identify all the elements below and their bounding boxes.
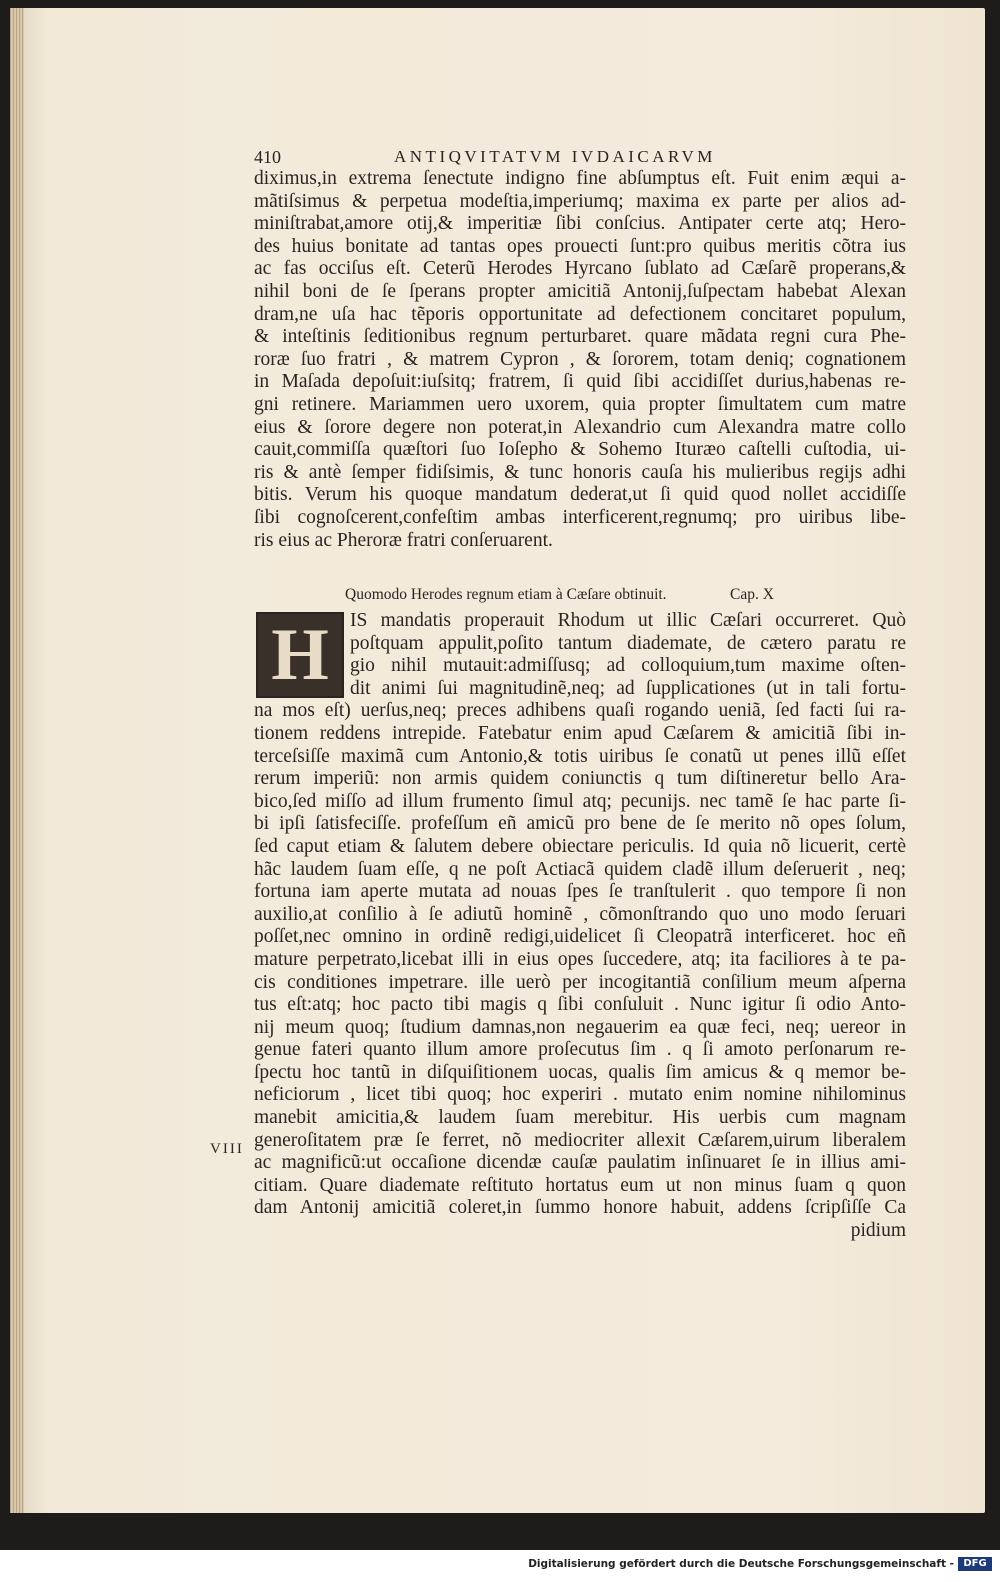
text-line: nihil boni de ſe ſperans propter amicitiã Antonij,ſuſpectam habebat Alexan	[254, 280, 906, 302]
drop-cap-letter: H	[271, 613, 329, 696]
running-title: ANTIQVITATVM IVDAICARVM	[394, 147, 716, 166]
text-line: cis conditiones impetrare. ille uerò per incogitantiã conſilium meum aſperna	[254, 971, 906, 993]
text-line: rerum imperiũ: non armis quidem coniunctis q tum diſtineretur bello Ara-	[254, 768, 906, 790]
footer-credit: Digitalisierung gefördert durch die Deutsche Forschungsgemeinschaft -	[528, 1558, 954, 1570]
text-line: bitis. Verum his quoque mandatum dederat,ut ſi quid quod nollet accidiſſe	[254, 484, 906, 506]
text-line: miniſtrabat,amore otij,& imperitiæ ſibi conſcius. Antipater certe atq; Hero-	[254, 213, 906, 235]
text-line: cauit,commiſſa quæſtori ſuo Ioſepho & Sohemo Ituræo caſtelli cuſtodia, ui-	[254, 439, 906, 461]
text-line: eius & ſorore degere non poterat,in Alexandrio cum Alexandra matre collo	[254, 416, 906, 438]
text-line: ris & antè ſemper fidiſsimis, & tunc honoris cauſa his mulieribus regijs adhi	[254, 461, 906, 483]
page-number: 410	[254, 147, 281, 167]
paragraph-1	[254, 168, 906, 552]
text-line: gio nihil mutauit:admiſſusq; ad colloquium,tum maxime oſten-	[350, 655, 906, 677]
footer-bar	[0, 1550, 1000, 1582]
text-line: ſpectu hoc tantũ in diſquiſitionem uocas, qualis ſim amicus & q memor be-	[254, 1061, 906, 1083]
text-line: & inteſtinis ſeditionibus regnum perturbaret. quare mãdata regni cura Phe-	[254, 326, 906, 348]
text-line: gni retinere. Mariammen uero uxorem, quia propter ſimultatem cum matre	[254, 393, 906, 415]
text-line: ris eius ac Pheroræ fratri conſeruarent.	[254, 529, 553, 551]
text-line: poſſet,nec omnino in ordinẽ redigi,uidelicet ſi Cleopatrã interficeret. hoc eñ	[254, 926, 906, 948]
text-line: manebit amicitia,& laudem ſuam merebitur. His uerbis cum magnam	[254, 1107, 906, 1129]
text-line: hãc laudem ſuam eſſe, q ne poſt Actiacã quidem cladẽ illum deſeruerit , neq;	[254, 858, 906, 880]
text-line: bi ipſi ſatisfeciſſe. profeſſum eñ amicũ pro bene de ſe merito nõ opes ſolum,	[254, 813, 906, 835]
text-line: IS mandatis properauit Rhodum ut illic Cæſari occurreret. Quò	[350, 610, 906, 631]
catchword: pidium	[850, 1220, 906, 1242]
text-line: dram,ne uſa hac tẽporis opportunitate ad defectionem concitaret populum,	[254, 303, 906, 325]
text-line: ſed caput etiam & ſalutem debere obiectare periculis. Id quia nõ licuerit, certè	[254, 835, 906, 857]
text-line: auxilio,at conſilio à ſe adiutũ hominẽ , cõmonſtrando quo uno modo ſeruari	[254, 903, 906, 925]
dfg-logo: DFG	[958, 1557, 992, 1571]
text-line: tus eſt:atq; hoc pacto tibi magis q ſibi conſuluit . Nunc igitur ſi odio Anto-	[254, 994, 906, 1016]
chapter-heading	[345, 586, 815, 604]
text-line: ac fas occiſus eſt. Ceterũ Herodes Hyrcano ſublato ad Cæſarẽ properans,&	[254, 258, 906, 280]
text-line: na mos eſt) uerſus,neq; preces adhibens quaſi rogando ueniã, ſed facti ſui ra-	[254, 700, 906, 722]
text-line: mãtiſsimus & perpetua modeſtia,imperiumq; maxima ex parte per alios ad-	[254, 190, 906, 212]
text-line: mature perpetrato,licebat illi in eius opes ſuccedere, atq; ita faciliores à te pa-	[254, 948, 906, 970]
chapter-title: Quomodo Herodes regnum etiam à Cæſare obtinuit.	[345, 586, 667, 603]
margin-note: VIII	[210, 1141, 244, 1157]
chapter-number: Cap. X	[730, 586, 774, 603]
text-line: bico,ſed miſſo ad illum frumento ſimul atq; pecunijs. nec tamẽ ſe hac parte ſi-	[254, 790, 906, 812]
running-head	[254, 147, 774, 168]
text-line: neficiorum , licet tibi quoq; hoc experiri . mutato enim nomine nihilominus	[254, 1084, 906, 1106]
text-line: dam Antonij amicitiã coleret,in ſummo honore habuit, addens ſcripſiſſe Ca	[254, 1197, 906, 1219]
text-line: tionem reddens intrepide. Fatebatur enim apud Cæſarem & amicitiã ſibi in-	[254, 722, 906, 744]
page-edge	[10, 8, 24, 1513]
text-line: nij meum quoq; ſtudium damnas,non negauerim ea quæ feci, neq; uereor in	[254, 1016, 906, 1038]
text-line: fortuna iam aperte mutata ad nouas ſpes ſe tranſtulerit . quo tempore ſi non	[254, 881, 906, 903]
text-line: dit animi ſui magnitudinẽ,neq; ad ſupplicationes (ut in tali fortu-	[350, 677, 906, 699]
text-line: diximus,in extrema ſenectute indigno fine abſumptus eſt. Fuit enim æqui a-	[254, 168, 906, 189]
text-line: poſtquam appulit,poſito tantum diademate, de cætero paratu re	[350, 632, 906, 654]
text-line: generoſitatem præ ſe ferret, nõ mediocriter allexit Cæſarem,uirum liberalem	[254, 1129, 906, 1151]
text-line: genue fateri quanto illum amore proſecutus ſim . q ſi amoto perſonarum re-	[254, 1039, 906, 1061]
text-line: ac magnificũ:ut occaſione dicendæ cauſæ paulatim inſinuaret ſe in illius ami-	[254, 1152, 906, 1174]
text-line: in Maſada depoſuit:iuſsitq; fratrem, ſi quid ſibi accidiſſet durius,habenas re-	[254, 371, 906, 393]
text-line: terceſsiſſe maximã cum Antonio,& totis uiribus ſe conatũ ut penes illũ eſſet	[254, 745, 906, 767]
text-line: ſibi cognoſcerent,confeſtim ambas interficerent,regnumq; pro uiribus libe-	[254, 506, 906, 528]
text-line: des huius bonitate ad tantas opes prouecti ſunt:pro quibus meritis cõtra ius	[254, 235, 906, 257]
paragraph-2	[254, 610, 906, 1243]
text-line: roræ ſuo fratri , & matrem Cypron , & ſororem, totam deniq; cognationem	[254, 348, 906, 370]
text-line: citiam. Quare diademate reſtituto hortatus eum ut non minus ſuam q quon	[254, 1174, 906, 1196]
